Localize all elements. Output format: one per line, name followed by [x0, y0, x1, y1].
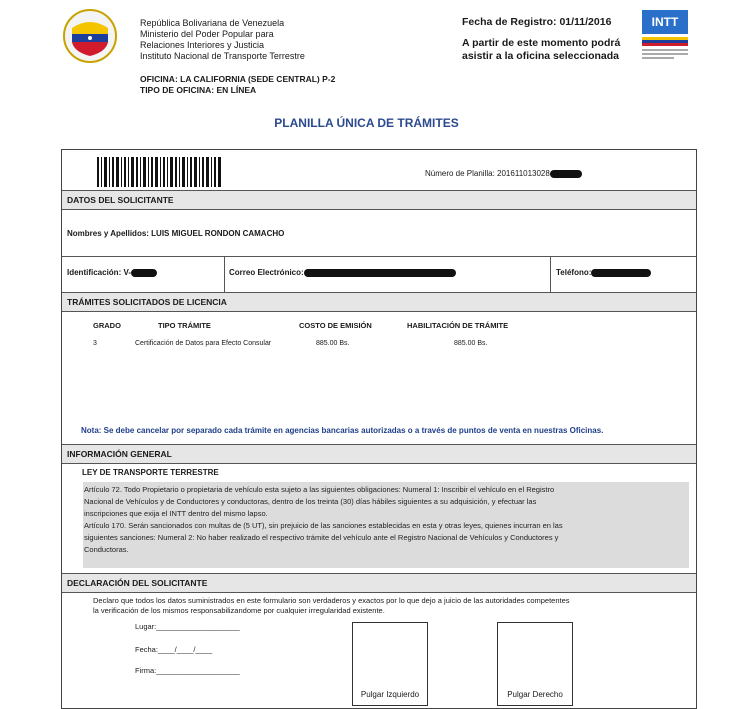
gov-line: Relaciones Interiores y Justicia	[140, 40, 265, 50]
identificacion-field	[67, 268, 157, 277]
gov-line: Ministerio del Poder Popular para	[140, 29, 274, 39]
fecha-field[interactable]: Fecha:____/____/____	[135, 645, 213, 654]
gov-line: República Bolivariana de Venezuela	[140, 18, 285, 28]
cell-costo: 885.00 Bs.	[316, 340, 350, 347]
oficina-name: OFICINA: LA CALIFORNIA (SEDE CENTRAL) P-2	[140, 74, 336, 84]
page-title: PLANILLA ÚNICA DE TRÁMITES	[274, 116, 459, 130]
ley-title: LEY DE TRANSPORTE TERRESTRE	[82, 468, 219, 477]
section-tramites: TRÁMITES SOLICITADOS DE LICENCIA	[62, 293, 696, 311]
numero-planilla-label: Número de Planilla: 201611013028	[425, 169, 550, 178]
redaction	[131, 269, 157, 277]
registration-info	[462, 16, 620, 63]
article-line: Conductoras.	[84, 545, 129, 554]
redaction	[550, 170, 582, 178]
cell-tipo: Certificación de Datos para Efecto Consular	[135, 340, 272, 347]
articles-text	[84, 484, 688, 556]
form-box	[61, 149, 697, 709]
numero-planilla	[425, 169, 582, 178]
cell-grado: 3	[93, 340, 97, 347]
nombre-apellidos: Nombres y Apellidos: LUIS MIGUEL RONDON CAMACHO	[67, 229, 285, 238]
nota-pago: Nota: Se debe cancelar por separado cada trámite en agencias bancarias autorizadas o a través de puntos de venta en nuestras Oficinas.	[81, 426, 604, 435]
identificacion-label: Identificación: V-	[67, 268, 132, 277]
redaction	[591, 269, 651, 277]
barcode	[97, 157, 221, 192]
declaracion-text	[93, 596, 570, 616]
firma-field[interactable]: Firma:____________________	[135, 666, 240, 675]
col-costo-emision: COSTO DE EMISIÓN	[299, 321, 372, 330]
article-line: Artículo 72. Todo Propietario o propietaria de vehículo esta sujeto a las siguientes obligaciones: Numeral 1: Inscribir el vehículo en el Registro	[84, 485, 555, 494]
government-header	[140, 18, 305, 62]
intt-logo	[642, 10, 688, 64]
redaction	[304, 269, 456, 277]
telefono-label: Teléfono:	[556, 268, 592, 277]
tipo-oficina: TIPO DE OFICINA: EN LÍNEA	[140, 85, 257, 95]
oficina-info	[140, 74, 335, 96]
article-line: Nacional de Vehículos y de Conductores y conductoras, dentro de los treinta (30) días hábiles siguientes a su adquisición, y efectuar las	[84, 497, 537, 506]
fecha-registro: Fecha de Registro: 01/11/2016	[462, 16, 612, 28]
pulgar-izquierdo-label: Pulgar Izquierdo	[360, 690, 420, 699]
telefono-field	[556, 268, 651, 277]
intt-logo-text: INTT	[642, 10, 688, 34]
asistir-line: A partir de este momento podrá	[462, 37, 621, 49]
article-line: Artículo 170. Serán sancionados con multas de (5 UT), sin prejuicio de las sanciones establecidas en esta y otras leyes, quienes incurran en las	[84, 521, 563, 530]
pulgar-derecho-box	[497, 622, 573, 706]
lugar-field[interactable]: Lugar:____________________	[135, 622, 240, 631]
asistir-line: asistir a la oficina seleccionada	[462, 50, 619, 62]
pulgar-derecho-label: Pulgar Derecho	[507, 690, 563, 699]
section-declaracion: DECLARACIÓN DEL SOLICITANTE	[62, 574, 696, 592]
gov-line: Instituto Nacional de Transporte Terrestre	[140, 51, 305, 61]
declaracion-line: Declaro que todos los datos suministrados en este formulario son verdaderos y exactos por lo que dejo a juicio de las autoridades competentes	[93, 596, 570, 605]
correo-label: Correo Electrónico:	[229, 268, 304, 277]
col-tipo-tramite: TIPO TRÁMITE	[158, 321, 211, 330]
venezuela-seal-logo	[62, 8, 118, 64]
cell-habilitacion: 885.00 Bs.	[454, 340, 488, 347]
section-informacion-general: INFORMACIÓN GENERAL	[62, 445, 696, 463]
col-grado: GRADO	[93, 321, 121, 330]
section-datos-solicitante: DATOS DEL SOLICITANTE	[62, 191, 696, 209]
pulgar-izquierdo-box	[352, 622, 428, 706]
article-line: inscripciones que exija el INTT dentro del mismo lapso.	[84, 509, 268, 518]
correo-field	[229, 268, 456, 277]
declaracion-line: la verificación de los mismos responsabilizandome por cualquier irregularidad existente.	[93, 606, 385, 615]
col-habilitacion: HABILITACIÓN DE TRÁMITE	[407, 321, 509, 330]
article-line: siguientes sanciones: Numeral 2: No haber realizado el respectivo trámite del vehículo ante el Registro Nacional de Vehículos y Conductores y	[84, 533, 559, 542]
